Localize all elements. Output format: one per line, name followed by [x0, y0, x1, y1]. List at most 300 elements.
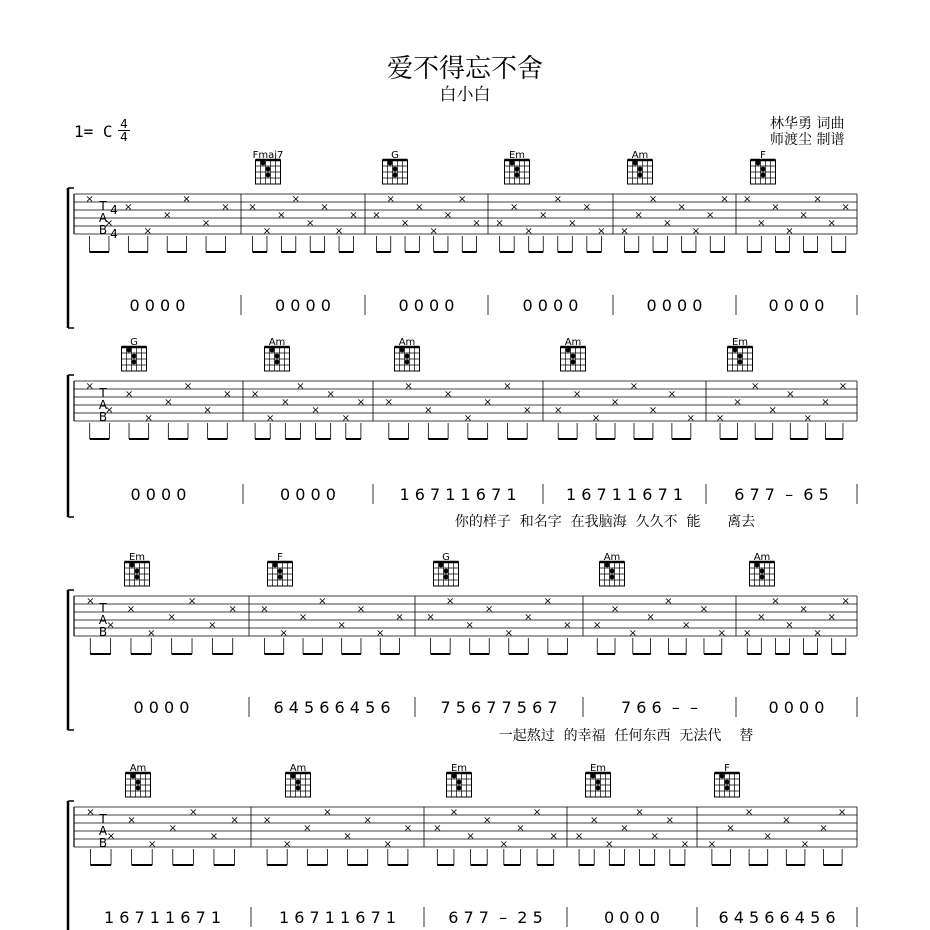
chord-diagram: [253, 150, 284, 184]
tab-note-mark: ×: [260, 604, 269, 615]
tab-note-mark: ×: [838, 381, 848, 392]
numbered-notation-bar: 6 4 5 6 6 4 5 6: [273, 698, 391, 717]
tab-note-mark: ×: [85, 194, 94, 205]
tab-note-mark: ×: [443, 389, 453, 400]
tab-note-mark: ×: [343, 831, 352, 842]
tab-note-mark: ×: [306, 218, 315, 229]
chord-finger-dot: [610, 575, 615, 580]
tab-clef-letter: T: [99, 601, 107, 615]
tab-note-mark: ×: [326, 389, 335, 400]
tab-clef-letter: T: [99, 386, 107, 400]
chord-finger-dot: [596, 780, 601, 785]
tab-note-mark: ×: [553, 194, 562, 205]
tab-note-mark: ×: [664, 596, 673, 607]
tab-note-mark: ×: [539, 210, 548, 221]
chord-finger-dot: [755, 563, 760, 568]
numbered-notation-bar: 7 6 6 – –: [620, 698, 699, 717]
tab-note-mark: ×: [574, 831, 584, 842]
tab-note-mark: ×: [504, 628, 513, 639]
chord-finger-dot: [136, 780, 141, 785]
chord-name: Am: [753, 552, 771, 563]
chord-finger-dot: [261, 161, 266, 166]
tab-note-mark: ×: [279, 628, 288, 639]
chord-diagram: [505, 150, 530, 184]
chord-finger-dot: [275, 360, 280, 365]
numbered-notation-bar: 0 0 0 0: [768, 698, 825, 717]
chord-finger-dot: [136, 786, 141, 791]
tab-note-mark: ×: [610, 397, 620, 408]
tab-note-mark: ×: [597, 226, 606, 237]
tab-note-mark: ×: [221, 202, 230, 213]
tab-note-mark: ×: [334, 226, 344, 237]
tab-note-mark: ×: [572, 389, 582, 400]
numbered-notation-bar: 1 6 7 1 1 6 7 1: [278, 908, 397, 927]
chord-diagram: [395, 337, 420, 371]
tab-note-mark: ×: [717, 628, 726, 639]
chord-diagram: [600, 552, 625, 586]
chord-finger-dot: [444, 575, 449, 580]
tab-note-mark: ×: [124, 389, 134, 400]
tab-note-mark: ×: [203, 405, 212, 416]
chord-diagram: [126, 763, 151, 797]
numbered-notation-bar: 0 0 0 0: [398, 296, 455, 315]
chord-finger-dot: [725, 786, 730, 791]
staff-system-2: [68, 375, 857, 530]
tab-note-mark: ×: [610, 604, 620, 615]
time-signature-top: 4: [120, 117, 128, 131]
numbered-notation-bar: 6 7 7 – 2 5: [448, 908, 543, 927]
chord-finger-dot: [738, 354, 743, 359]
tab-note-mark: ×: [189, 807, 198, 818]
tab-note-mark: ×: [763, 831, 772, 842]
tab-note-mark: ×: [821, 397, 830, 408]
tab-note-mark: ×: [785, 620, 794, 631]
chord-finger-dot: [733, 348, 738, 353]
tab-note-mark: ×: [376, 628, 385, 639]
chord-name: Em: [589, 763, 607, 774]
tab-note-mark: ×: [532, 807, 542, 818]
chord-finger-dot: [444, 569, 449, 574]
tab-note-mark: ×: [472, 218, 481, 229]
chord-finger-dot: [638, 173, 643, 178]
tab-note-mark: ×: [629, 381, 639, 392]
tab-note-mark: ×: [363, 815, 372, 826]
tab-note-mark: ×: [681, 620, 691, 631]
tab-note-mark: ×: [743, 194, 752, 205]
tab-note-mark: ×: [803, 413, 813, 424]
numbered-notation-bar: 0 0 0 0: [133, 698, 190, 717]
tab-note-mark: ×: [126, 604, 136, 615]
chord-diagram: [715, 763, 740, 797]
chord-name: G: [130, 337, 138, 348]
chord-diagram: [561, 337, 586, 371]
tab-note-mark: ×: [143, 226, 152, 237]
chord-finger-dot: [132, 360, 137, 365]
tab-clef-letter: A: [98, 613, 108, 627]
tab-note-mark: ×: [291, 194, 300, 205]
chord-diagram: [268, 552, 293, 586]
chord-finger-dot: [131, 774, 136, 779]
tab-note-mark: ×: [485, 604, 494, 615]
tab-note-mark: ×: [230, 815, 239, 826]
chord-name: G: [442, 552, 450, 563]
chord-finger-dot: [760, 569, 765, 574]
song-title: 爱不得忘不舍: [386, 54, 543, 84]
tab-note-mark: ×: [691, 226, 701, 237]
tab-note-mark: ×: [841, 596, 850, 607]
chord-name: Am: [564, 337, 582, 348]
chord-diagram: [286, 763, 311, 797]
tab-note-mark: ×: [757, 612, 766, 623]
numbered-notation-bar: 0 0 0 0: [768, 296, 825, 315]
tab-note-mark: ×: [568, 218, 577, 229]
key-signature: 1= C: [74, 122, 113, 141]
tab-note-mark: ×: [782, 815, 791, 826]
chord-finger-dot: [405, 354, 410, 359]
chord-finger-dot: [760, 575, 765, 580]
tab-note-mark: ×: [516, 823, 525, 834]
chord-finger-dot: [388, 161, 393, 166]
tab-note-mark: ×: [605, 839, 614, 850]
chord-finger-dot: [278, 575, 283, 580]
tab-note-mark: ×: [799, 604, 808, 615]
tab-note-mark: ×: [495, 218, 504, 229]
credit-transcriber: 师渡尘 制谱: [770, 132, 845, 148]
tab-note-mark: ×: [686, 413, 696, 424]
chord-diagram: [586, 763, 611, 797]
chord-finger-dot: [291, 774, 296, 779]
chord-finger-dot: [596, 786, 601, 791]
tab-note-mark: ×: [182, 194, 191, 205]
chord-finger-dot: [638, 167, 643, 172]
tab-note-mark: ×: [634, 210, 643, 221]
tab-note-mark: ×: [648, 194, 658, 205]
tab-note-mark: ×: [503, 381, 512, 392]
chord-finger-dot: [510, 161, 515, 166]
tab-note-mark: ×: [646, 612, 655, 623]
tab-note-mark: ×: [144, 413, 153, 424]
tab-note-mark: ×: [250, 389, 260, 400]
numbered-notation-bar: 0 0 0 0: [129, 296, 186, 315]
chord-name: Am: [129, 763, 147, 774]
chord-finger-dot: [266, 167, 271, 172]
tab-note-mark: ×: [104, 218, 114, 229]
chord-finger-dot: [393, 167, 398, 172]
tab-note-mark: ×: [800, 839, 810, 850]
tab-note-mark: ×: [429, 226, 438, 237]
chord-finger-dot: [452, 774, 457, 779]
tab-note-mark: ×: [706, 210, 715, 221]
tab-note-mark: ×: [168, 823, 177, 834]
tab-note-mark: ×: [147, 628, 156, 639]
tab-note-mark: ×: [648, 405, 658, 416]
chord-finger-dot: [515, 173, 520, 178]
chord-finger-dot: [278, 569, 283, 574]
tab-note-mark: ×: [591, 413, 601, 424]
tab-note-mark: ×: [356, 397, 366, 408]
tab-note-mark: ×: [163, 210, 172, 221]
tab-note-mark: ×: [86, 807, 95, 818]
tab-note-mark: ×: [463, 413, 473, 424]
tab-note-mark: ×: [424, 405, 433, 416]
numbered-notation-bar: 0 0 0 0: [275, 296, 331, 315]
chord-finger-dot: [756, 161, 761, 166]
chord-diagram: [751, 150, 776, 184]
tab-note-mark: ×: [522, 405, 532, 416]
numbered-notation-bar: 1 6 7 1 1 6 7 1: [565, 485, 684, 504]
chord-finger-dot: [135, 575, 140, 580]
chord-finger-dot: [400, 348, 405, 353]
tab-note-mark: ×: [318, 596, 327, 607]
tab-note-mark: ×: [105, 405, 114, 416]
chord-diagram: [750, 552, 775, 586]
numbered-notation-bar: 1 6 7 1 1 6 7 1: [399, 485, 517, 504]
tab-note-mark: ×: [384, 397, 394, 408]
tab-note-mark: ×: [590, 815, 599, 826]
numbered-notation-bar: 0 0 0 0: [130, 485, 187, 504]
tab-note-mark: ×: [86, 596, 95, 607]
tab-note-mark: ×: [296, 381, 305, 392]
chord-finger-dot: [439, 563, 444, 568]
tab-note-mark: ×: [356, 604, 366, 615]
chord-diagram: [125, 552, 150, 586]
tab-note-mark: ×: [283, 839, 292, 850]
tab-clef-letter: A: [98, 824, 108, 838]
tab-note-mark: ×: [620, 226, 629, 237]
staff-meter-bottom: 4: [110, 227, 118, 241]
chord-finger-dot: [273, 563, 278, 568]
tab-note-mark: ×: [337, 620, 346, 631]
tab-note-mark: ×: [771, 202, 780, 213]
tab-note-mark: ×: [167, 612, 176, 623]
chord-finger-dot: [720, 774, 725, 779]
tab-note-mark: ×: [553, 405, 563, 416]
tab-clef-letter: A: [98, 398, 108, 412]
tab-note-mark: ×: [262, 226, 272, 237]
chord-diagram: [265, 337, 290, 371]
tab-note-mark: ×: [449, 807, 459, 818]
tab-note-mark: ×: [164, 397, 173, 408]
tab-note-mark: ×: [733, 397, 742, 408]
tab-note-mark: ×: [499, 839, 509, 850]
chord-finger-dot: [296, 780, 301, 785]
credit-lyrics-music: 林华勇 词曲: [770, 116, 845, 132]
tab-clef-letter: B: [98, 836, 108, 850]
chord-diagram: [122, 337, 147, 371]
tab-note-mark: ×: [383, 839, 392, 850]
tab-note-mark: ×: [124, 202, 133, 213]
tab-note-mark: ×: [465, 620, 474, 631]
chord-finger-dot: [571, 354, 576, 359]
tab-note-mark: ×: [667, 389, 677, 400]
tab-note-mark: ×: [837, 807, 847, 818]
numbered-notation-bar: 0 0 0 0: [604, 908, 660, 927]
chord-finger-dot: [270, 348, 275, 353]
chord-finger-dot: [761, 167, 766, 172]
tab-note-mark: ×: [386, 194, 395, 205]
tab-note-mark: ×: [443, 210, 453, 221]
tab-note-mark: ×: [509, 202, 519, 213]
time-signature-bottom: 4: [118, 130, 130, 143]
tab-note-mark: ×: [208, 620, 217, 631]
tab-clef-letter: A: [98, 211, 108, 225]
tab-clef-letter: B: [98, 410, 108, 424]
chord-name: Em: [450, 763, 468, 774]
chord-finger-dot: [725, 780, 730, 785]
tab-note-mark: ×: [85, 381, 94, 392]
tab-note-mark: ×: [543, 596, 553, 607]
tab-note-mark: ×: [720, 194, 729, 205]
chord-finger-dot: [405, 360, 410, 365]
chord-finger-dot: [457, 786, 462, 791]
tab-note-mark: ×: [744, 807, 754, 818]
tab-note-mark: ×: [148, 839, 157, 850]
tab-note-mark: ×: [841, 202, 850, 213]
chord-finger-dot: [296, 786, 301, 791]
tab-note-mark: ×: [106, 831, 116, 842]
tab-note-mark: ×: [620, 823, 629, 834]
tab-note-mark: ×: [201, 218, 211, 229]
chord-finger-dot: [135, 569, 140, 574]
tab-note-mark: ×: [187, 596, 197, 607]
tab-note-mark: ×: [404, 381, 413, 392]
numbered-notation-bar: 6 4 5 6 6 4 5 6: [718, 908, 836, 927]
tab-note-mark: ×: [403, 823, 413, 834]
tab-note-mark: ×: [665, 815, 674, 826]
tab-note-mark: ×: [433, 823, 442, 834]
tab-note-mark: ×: [786, 389, 795, 400]
numbered-notation-bar: 1 6 7 1 1 6 7 1: [103, 908, 222, 927]
tab-note-mark: ×: [372, 210, 381, 221]
tab-note-mark: ×: [663, 218, 672, 229]
tab-note-mark: ×: [262, 815, 272, 826]
tab-note-mark: ×: [426, 612, 435, 623]
tab-note-mark: ×: [281, 397, 290, 408]
tab-note-mark: ×: [635, 807, 644, 818]
tab-note-mark: ×: [524, 226, 533, 237]
chord-name: Am: [289, 763, 307, 774]
tab-note-mark: ×: [593, 620, 602, 631]
staff-meter-top: 4: [110, 203, 118, 217]
tab-note-mark: ×: [549, 831, 558, 842]
staff-system-1: [68, 188, 857, 328]
numbered-notation-bar: 7 5 6 7 7 5 6 7: [440, 698, 558, 717]
tab-note-mark: ×: [827, 612, 836, 623]
tab-note-mark: ×: [303, 823, 312, 834]
tab-note-mark: ×: [298, 612, 308, 623]
chord-diagram: [434, 552, 459, 586]
tab-note-mark: ×: [320, 202, 329, 213]
tab-note-mark: ×: [266, 413, 275, 424]
tab-note-mark: ×: [349, 210, 358, 221]
tab-note-mark: ×: [127, 815, 136, 826]
chord-diagram: [447, 763, 472, 797]
tab-note-mark: ×: [813, 194, 822, 205]
tab-note-mark: ×: [768, 405, 777, 416]
chord-name: Am: [268, 337, 286, 348]
tab-note-mark: ×: [582, 202, 592, 213]
tab-clef-letter: B: [98, 625, 108, 639]
tab-note-mark: ×: [311, 405, 320, 416]
tab-note-mark: ×: [209, 831, 219, 842]
tab-note-mark: ×: [650, 831, 659, 842]
tab-note-mark: ×: [223, 389, 232, 400]
chord-finger-dot: [127, 348, 132, 353]
tab-note-mark: ×: [395, 612, 404, 623]
tab-clef-letter: T: [99, 199, 107, 213]
tab-note-mark: ×: [248, 202, 257, 213]
chord-finger-dot: [130, 563, 135, 568]
chord-name: F: [277, 552, 283, 563]
tab-note-mark: ×: [445, 596, 455, 607]
chord-name: Am: [631, 150, 649, 161]
lyrics-line: 你的样子 和名字 在我脑海 久久不 能 离去: [454, 514, 756, 530]
chord-finger-dot: [266, 173, 271, 178]
tab-note-mark: ×: [228, 604, 237, 615]
numbered-notation-bar: 0 0 0 0: [522, 296, 579, 315]
chord-name: G: [391, 150, 399, 161]
numbered-notation-bar: 6 7 7 – 6 5: [734, 485, 829, 504]
tab-note-mark: ×: [628, 628, 638, 639]
tab-note-mark: ×: [680, 839, 690, 850]
tab-clef-letter: B: [98, 223, 108, 237]
tab-note-mark: ×: [677, 202, 686, 213]
numbered-notation-bar: 0 0 0 0: [646, 296, 703, 315]
chord-finger-dot: [393, 173, 398, 178]
chord-finger-dot: [610, 569, 615, 574]
tab-note-mark: ×: [771, 596, 780, 607]
tab-note-mark: ×: [813, 628, 822, 639]
tab-note-mark: ×: [757, 218, 766, 229]
chord-finger-dot: [591, 774, 596, 779]
chord-diagram: [628, 150, 653, 184]
chord-finger-dot: [457, 780, 462, 785]
chord-finger-dot: [633, 161, 638, 166]
tab-note-mark: ×: [699, 604, 709, 615]
chord-name: Em: [731, 337, 749, 348]
chord-finger-dot: [275, 354, 280, 359]
tab-note-mark: ×: [400, 218, 410, 229]
chord-name: Fmaj7: [252, 150, 284, 161]
tab-note-mark: ×: [483, 397, 492, 408]
chord-finger-dot: [132, 354, 137, 359]
staff-system-3: [68, 590, 857, 744]
tab-note-mark: ×: [482, 815, 492, 826]
chord-name: Em: [128, 552, 146, 563]
staff-system-4: [68, 801, 857, 930]
tab-note-mark: ×: [415, 202, 424, 213]
tab-note-mark: ×: [323, 807, 332, 818]
tab-note-mark: ×: [466, 831, 475, 842]
tab-clef-letter: T: [99, 812, 107, 826]
numbered-notation-bar: 0 0 0 0: [280, 485, 336, 504]
chord-name: Am: [603, 552, 621, 563]
chord-finger-dot: [571, 360, 576, 365]
tab-note-mark: ×: [277, 210, 286, 221]
tab-note-mark: ×: [827, 218, 836, 229]
tab-note-mark: ×: [743, 628, 752, 639]
chord-diagram: [728, 337, 753, 371]
chord-finger-dot: [738, 360, 743, 365]
chord-finger-dot: [605, 563, 610, 568]
tab-note-mark: ×: [341, 413, 350, 424]
tab-note-mark: ×: [750, 381, 760, 392]
tab-note-mark: ×: [785, 226, 794, 237]
tab-note-mark: ×: [707, 839, 717, 850]
tab-note-mark: ×: [183, 381, 193, 392]
chord-finger-dot: [566, 348, 571, 353]
tab-note-mark: ×: [458, 194, 467, 205]
